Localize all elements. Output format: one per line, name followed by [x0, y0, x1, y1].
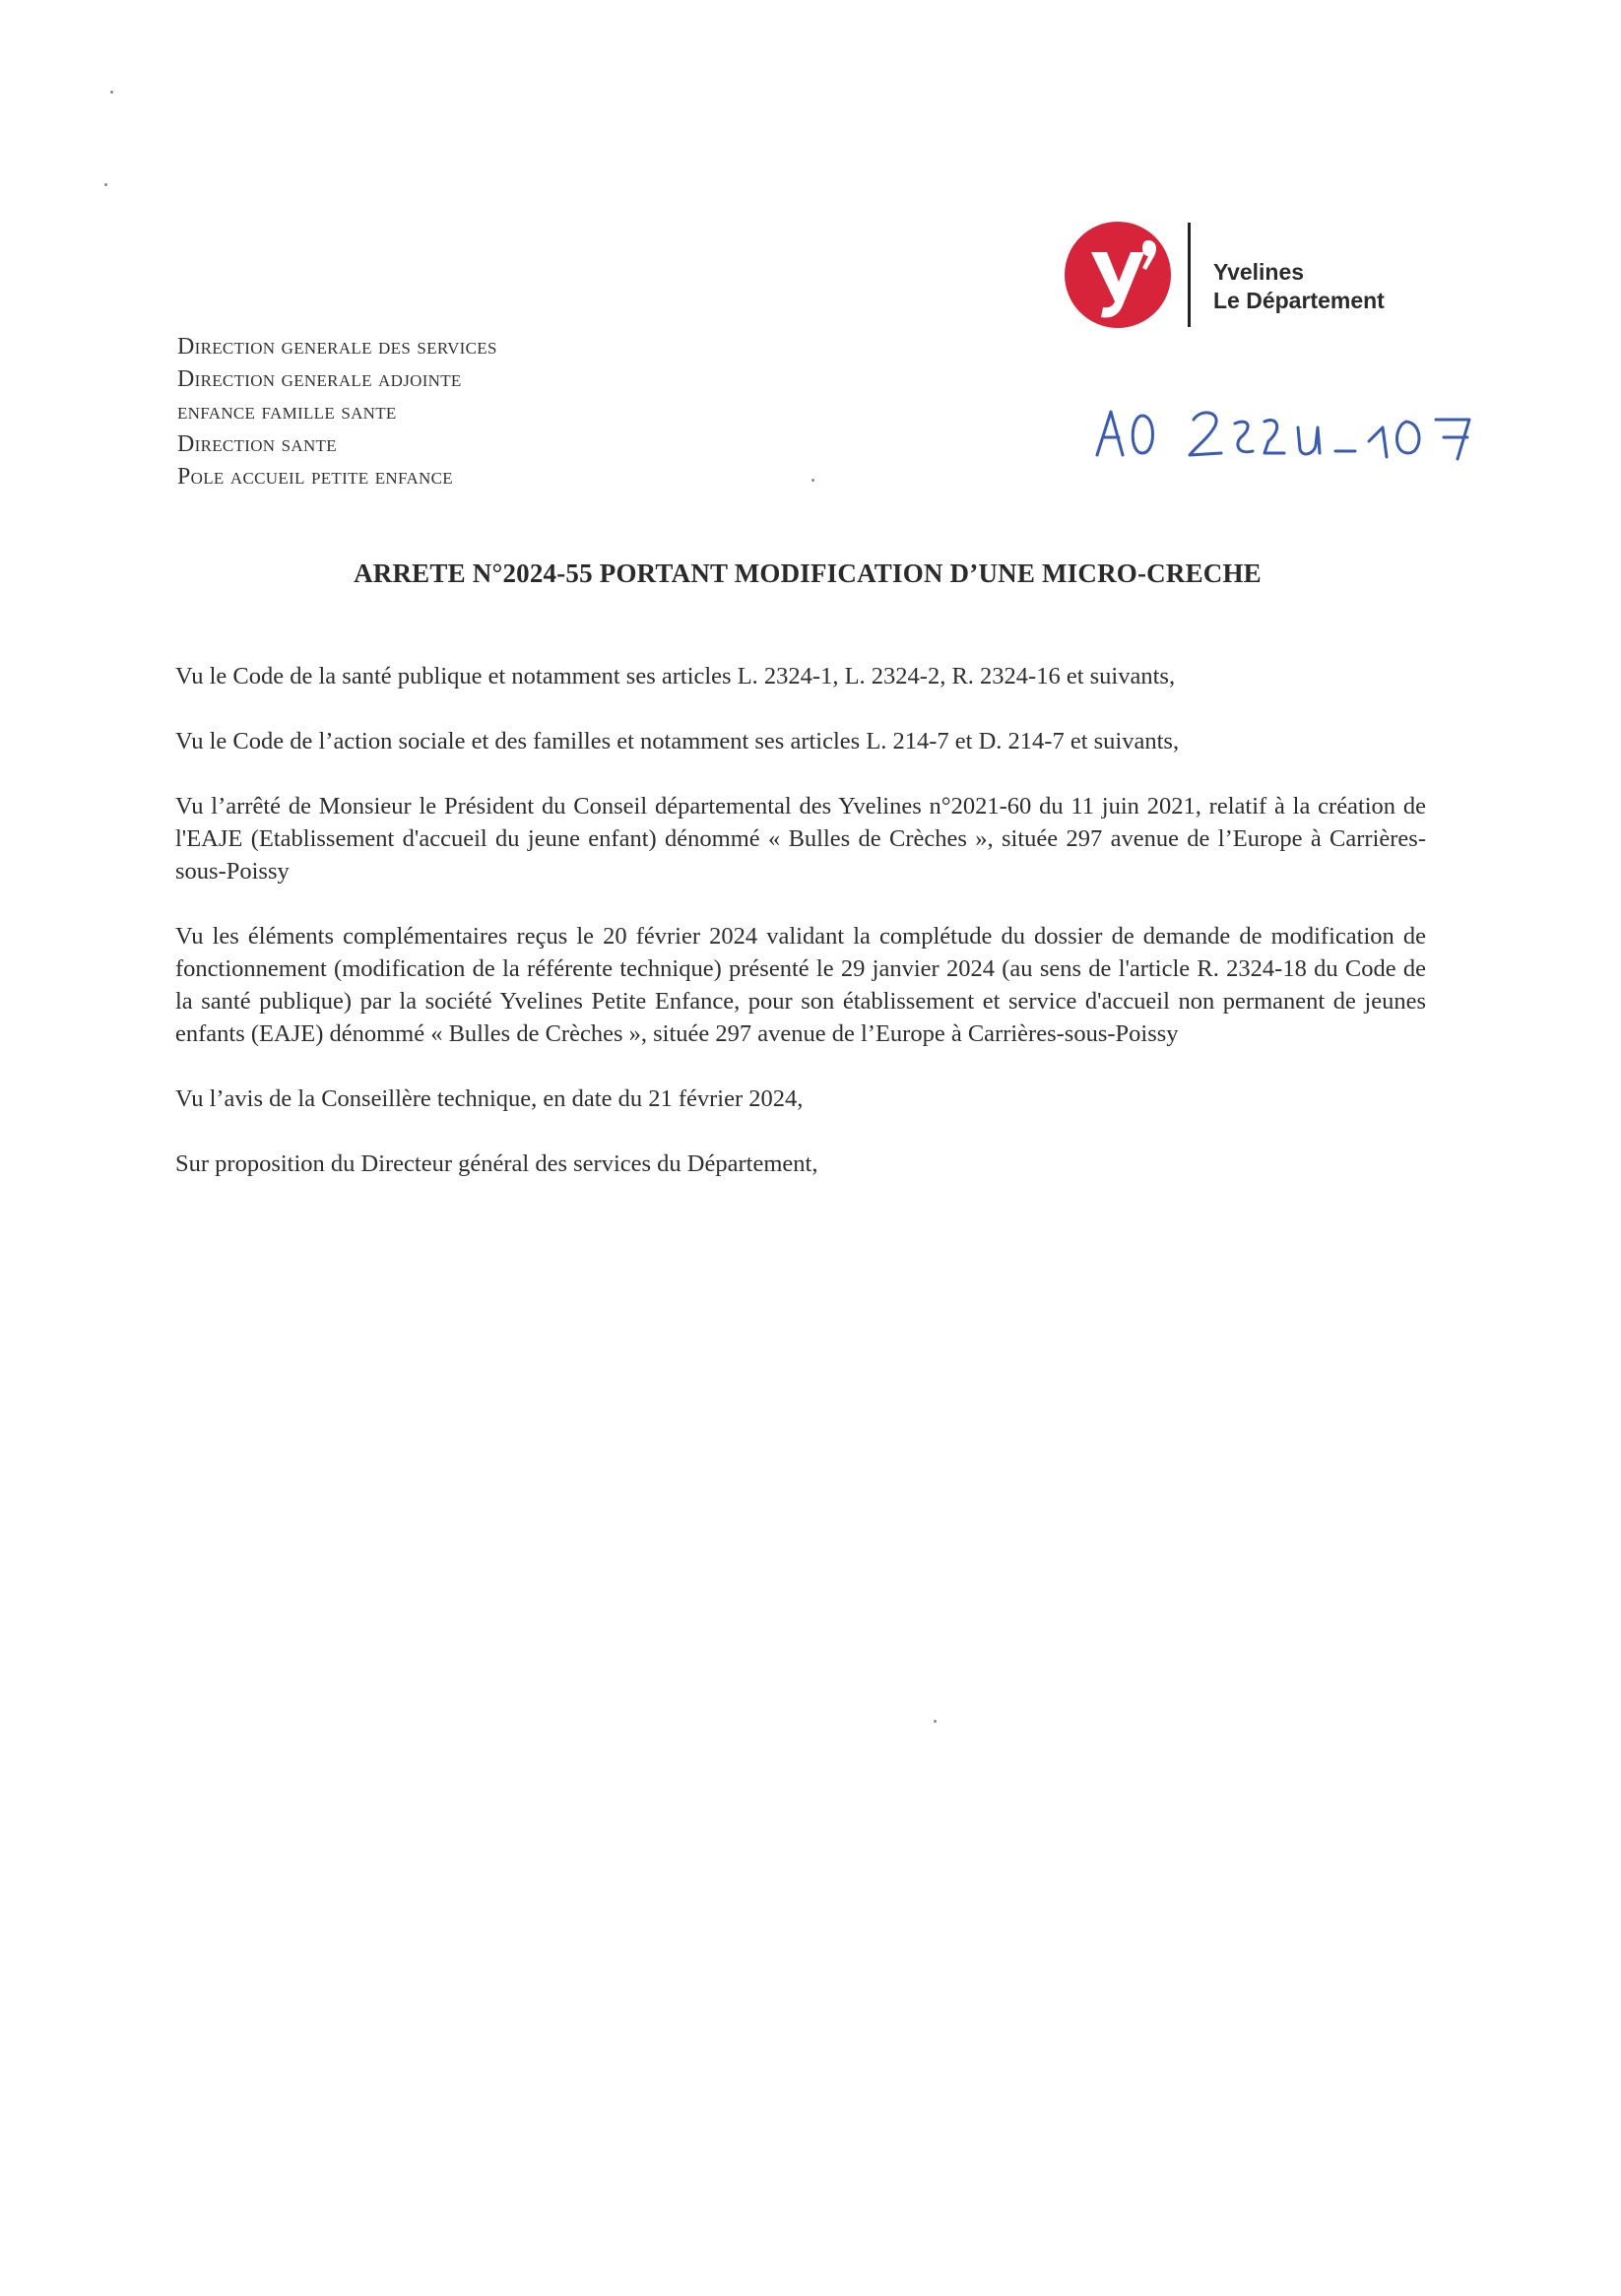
header-line-1: Direction generale des services: [177, 334, 497, 360]
logo-name-line2: Le Département: [1213, 288, 1385, 313]
handwritten-reference: [1091, 398, 1485, 467]
header-line-4: Direction sante: [177, 431, 337, 457]
paragraph-proposition-directeur: Sur proposition du Directeur général des services du Département,: [175, 1150, 818, 1177]
paragraph-avis-conseillere: Vu l’avis de la Conseillère technique, en date du 21 février 2024,: [175, 1085, 804, 1112]
scan-speck: [110, 91, 113, 94]
yvelines-logo: [1062, 219, 1396, 337]
yvelines-logo-icon: [1062, 219, 1174, 331]
header-line-3: enfance famille sante: [177, 399, 397, 425]
scan-speck: [934, 1720, 937, 1723]
document-title: ARRETE N°2024-55 PORTANT MODIFICATION D’UNE MICRO-CRECHE: [354, 558, 1262, 588]
paragraph-code-sante: Vu le Code de la santé publique et notamment ses articles L. 2324-1, L. 2324-2, R. 2324-16 et suivants,: [175, 663, 1176, 689]
logo-divider: [1188, 223, 1191, 327]
paragraph-arrete-creation: Vu l’arrêté de Monsieur le Président du Conseil départemental des Yvelines n°2021-60 du 11 juin 2021, relatif à la création de l'EAJE (Etablissement d'accueil du jeune enfant) dénommé « Bulles de Crèches », située 297 avenue de l’Europe à Carrières-sous-Poissy: [175, 793, 1426, 885]
header-line-5: Pole accueil petite enfance: [177, 464, 453, 490]
logo-name-line1: Yvelines: [1213, 259, 1305, 285]
header-line-2: Direction generale adjointe: [177, 366, 462, 392]
paragraph-code-action-sociale: Vu le Code de l’action sociale et des familles et notamment ses articles L. 214-7 et D. 214-7 et suivants,: [175, 728, 1180, 754]
logo-wordmark: [1213, 258, 1385, 315]
document-body: [175, 660, 1426, 1213]
issuing-department-header: [177, 331, 497, 493]
scan-speck: [811, 479, 814, 482]
paragraph-elements-complementaires: Vu les éléments complémentaires reçus le 20 février 2024 validant la complétude du dossier de demande de modification de fonctionnement (modification de la référente technique) présenté le 29 janvier 2024 (au sens de l'article R. 2324-18 du Code de la santé publique) par la société Yvelines Petite Enfance, pour son établissement et service d'accueil non permanent de jeunes enfants (EAJE) dénommé « Bulles de Crèches », située 297 avenue de l’Europe à Carrières-sous-Poissy: [175, 923, 1426, 1047]
scan-speck: [104, 183, 107, 186]
